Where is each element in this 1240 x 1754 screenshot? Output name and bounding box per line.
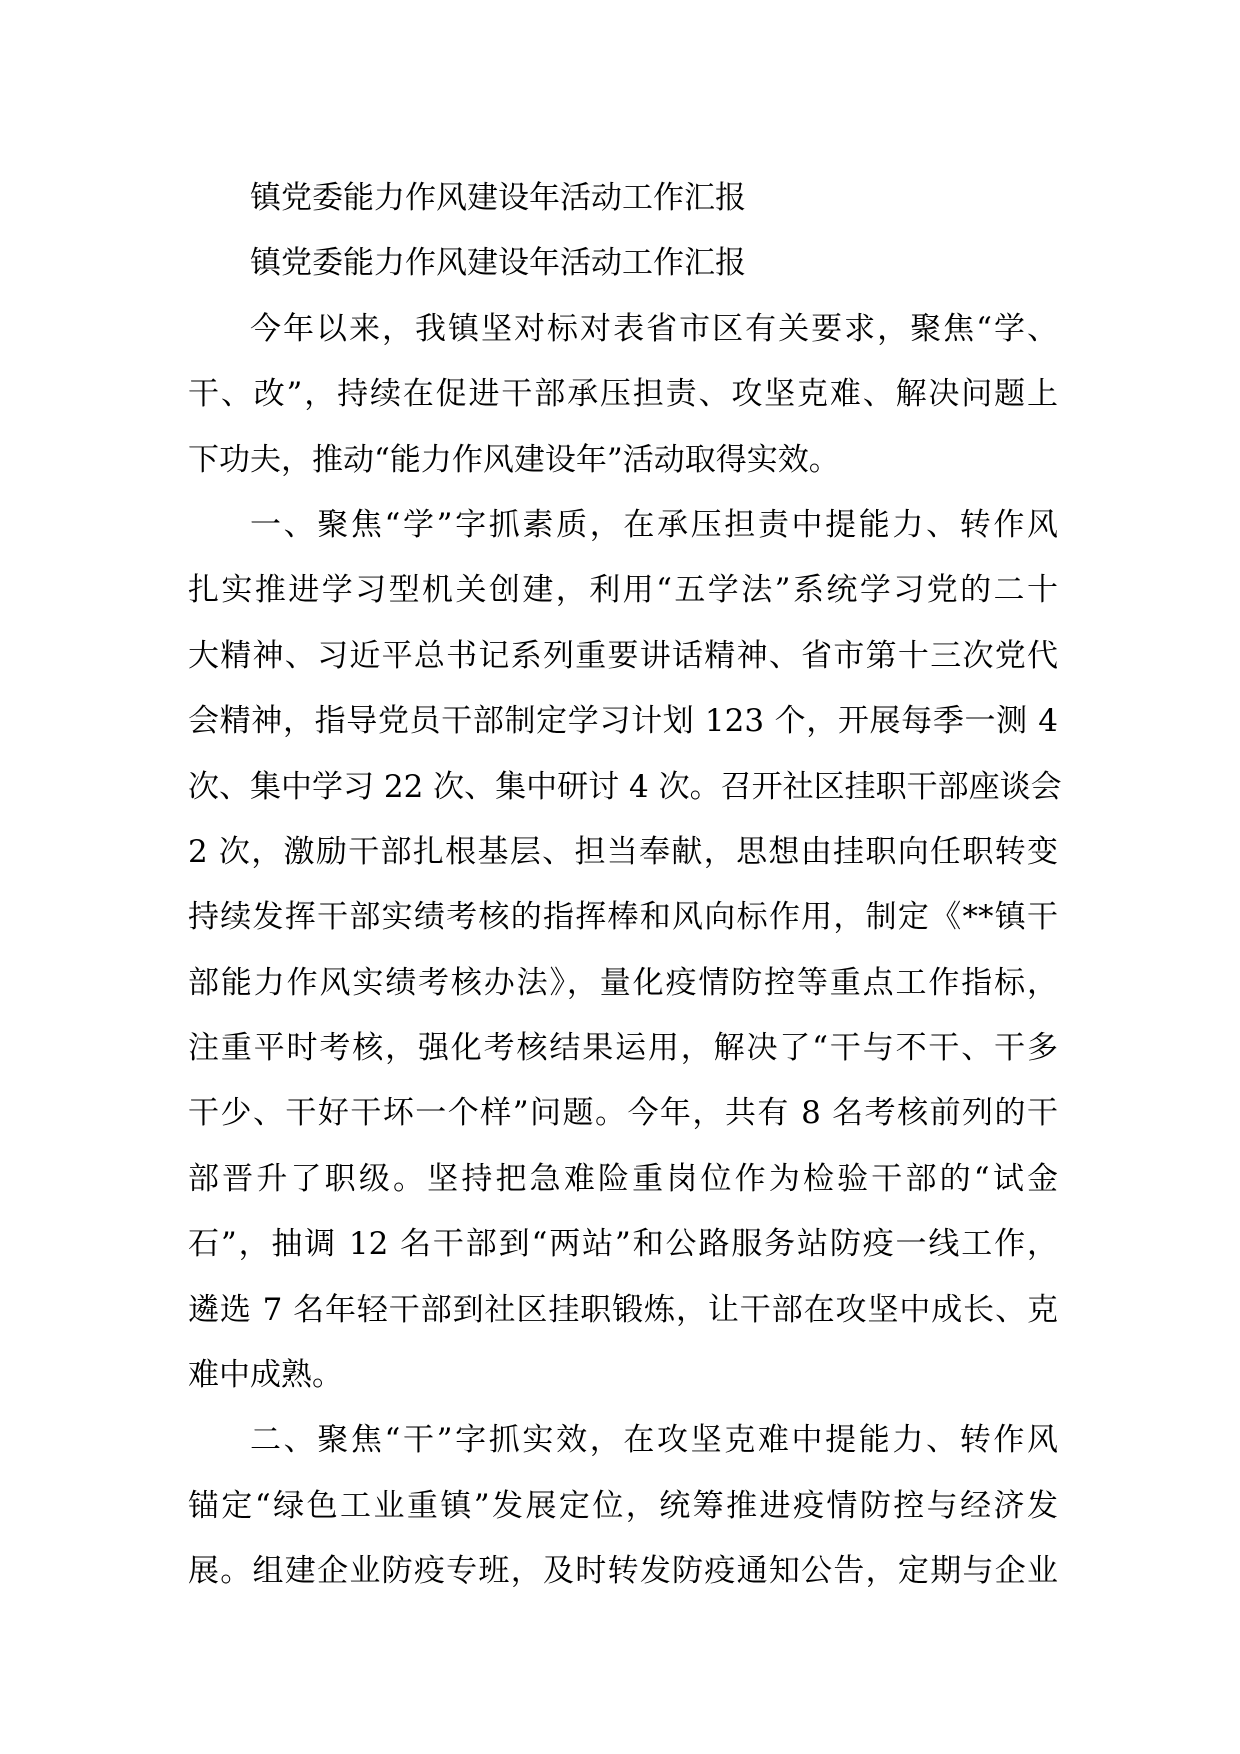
paragraph-line: 部能力作风实绩考核办法》，量化疫情防控等重点工作指标， [188,964,1058,1001]
paragraph-line: 会精神，指导党员干部制定学习计划 123 个，开展每季一测 4 [188,703,1058,740]
document-subtitle: 镇党委能力作风建设年活动工作汇报 [250,245,746,282]
paragraph-line: 干少、干好干坏一个样”问题。今年，共有 8 名考核前列的干 [188,1095,1058,1132]
paragraph-line: 扎实推进学习型机关创建，利用“五学法”系统学习党的二十 [188,572,1058,609]
paragraph-line: 大精神、习近平总书记系列重要讲话精神、省市第十三次党代 [188,637,1058,674]
paragraph-line: 干、改”，持续在促进干部承压担责、攻坚克难、解决问题上 [188,376,1058,413]
paragraph-line: 部晋升了职级。坚持把急难险重岗位作为检验干部的“试金 [188,1160,1058,1197]
paragraph-line: 遴选 7 名年轻干部到社区挂职锻炼，让干部在攻坚中成长、克 [188,1291,1058,1328]
document-page [188,166,1062,1605]
paragraph-line: 锚定“绿色工业重镇”发展定位，统筹推进疫情防控与经济发 [188,1487,1058,1524]
paragraph-line: 注重平时考核，强化考核结果运用，解决了“干与不干、干多 [188,1030,1058,1067]
section-heading: 一、聚焦“学”字抓素质，在承压担责中提能力、转作风 [250,506,1058,543]
paragraph-line: 持续发挥干部实绩考核的指挥棒和风向标作用，制定《**镇干 [188,899,1058,936]
paragraph-line: 次、集中学习 22 次、集中研讨 4 次。召开社区挂职干部座谈会 [188,768,1062,805]
paragraph-line: 难中成熟。 [188,1357,343,1394]
section-heading: 二、聚焦“干”字抓实效，在攻坚克难中提能力、转作风 [250,1422,1058,1459]
document-title: 镇党委能力作风建设年活动工作汇报 [250,180,746,216]
paragraph-line: 下功夫，推动“能力作风建设年”活动取得实效。 [188,441,840,478]
paragraph-line: 展。组建企业防疫专班，及时转发防疫通知公告，定期与企业 [188,1553,1058,1590]
paragraph-line: 今年以来，我镇坚对标对表省市区有关要求，聚焦“学、 [250,310,1058,347]
paragraph-line: 石”，抽调 12 名干部到“两站”和公路服务站防疫一线工作， [188,1226,1058,1263]
paragraph-line: 2 次，激励干部扎根基层、担当奉献，思想由挂职向任职转变 [188,833,1058,870]
